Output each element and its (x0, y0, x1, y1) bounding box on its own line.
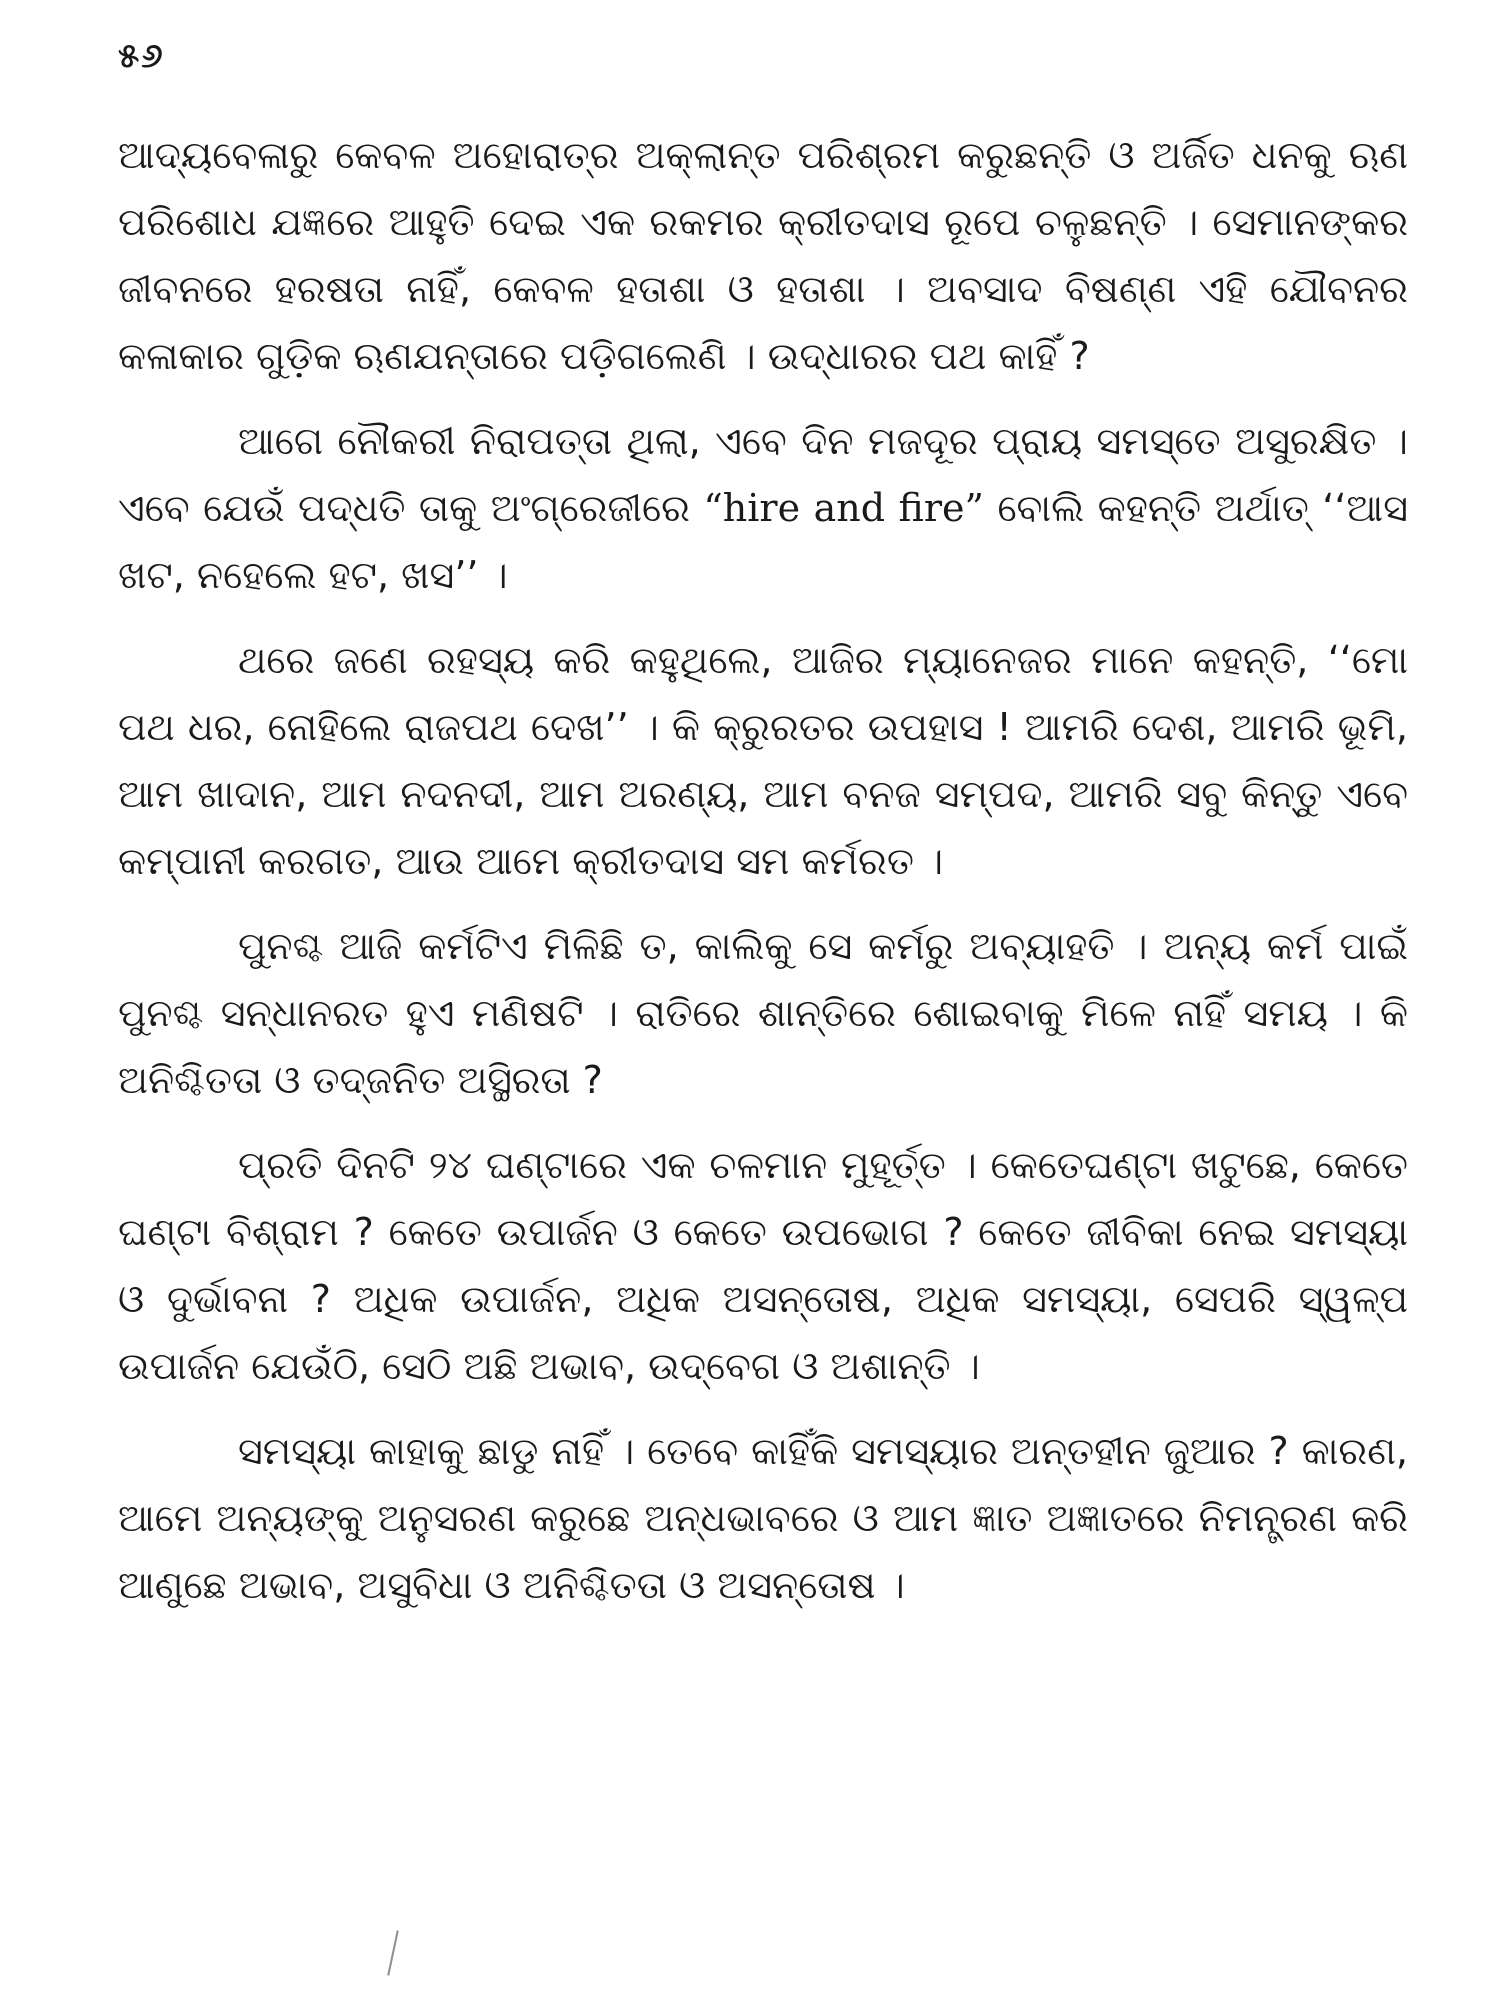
page-number: ୫୬ (118, 36, 165, 76)
pencil-mark (387, 1930, 399, 1975)
english-quote: “hire and fire” (703, 486, 984, 530)
body-text (118, 122, 1408, 1637)
paragraph-2-text-before: ଆଗେ ନୌକରୀ ନିରାପତ୍ତା ଥିଲା, ଏବେ ଦିନ ମଜଦୂର ପ୍ରାୟ ସମସ୍ତେ ଅସୁରକ୍ଷିତ । ଏବେ ଯେଉଁ ପଦ୍ଧତି ତାକୁ ଅଂଗ୍ରେଜୀରେ (118, 419, 1408, 530)
paragraph-5: ପ୍ରତି ଦିନଟି ୨୪ ଘଣ୍ଟାରେ ଏକ ଚଳମାନ ମୁହୂର୍ତ୍ତ । କେତେଘଣ୍ଟା ଖଟୁଛେ, କେତେ ଘଣ୍ଟା ବିଶ୍ରାମ ? କେତେ ଉପାର୍ଜନ ଓ କେତେ ଉପଭୋଗ ? କେତେ ଜୀବିକା ନେଇ ସମସ୍ୟା ଓ ଦୁର୍ଭାବନା ? ଅଧିକ ଉପାର୍ଜନ, ଅଧିକ ଅସନ୍ତୋଷ, ଅଧିକ ସମସ୍ୟା, ସେପରି ସ୍ୱଳ୍ପ ଉପାର୍ଜନ ଯେଉଁଠି, ସେଠି ଅଛି ଅଭାବ, ଉଦ୍‌ବେଗ ଓ ଅଶାନ୍ତି । (118, 1143, 1408, 1388)
paragraph-3: ଥରେ ଜଣେ ରହସ୍ୟ କରି କହୁଥିଲେ, ଆଜିର ମ୍ୟାନେଜର ମାନେ କହନ୍ତି, ‘‘ମୋ ପଥ ଧର, ନୋହିଲେ ରାଜପଥ ଦେଖ’’ । କି କ୍ରୁରତର ଉପହାସ ! ଆମରି ଦେଶ, ଆମରି ଭୂମି, ଆମ ଖାଦାନ, ଆମ ନଦନଦୀ, ଆମ ଅରଣ୍ୟ, ଆମ ବନଜ ସମ୍ପଦ, ଆମରି ସବୁ କିନ୍ତୁ ଏବେ କମ୍ପାନୀ କରଗତ, ଆଉ ଆମେ କ୍ରୀତଦାସ ସମ କର୍ମରତ । (118, 638, 1408, 883)
paragraph-2-text-after: ବୋଲି କହନ୍ତି ଅର୍ଥାତ୍ ‘‘ଆସ ଖଟ, ନହେଲେ ହଟ, ଖସ’’ । (118, 486, 1408, 597)
paragraph-6: ସମସ୍ୟା କାହାକୁ ଛାଡୁ ନାହିଁ । ତେବେ କାହିଁକି ସମସ୍ୟାର ଅନ୍ତହୀନ ଜୁଆର ? କାରଣ, ଆମେ ଅନ୍ୟଙ୍କୁ ଅନୁସରଣ କରୁଛେ ଅନ୍ଧଭାବରେ ଓ ଆମ ଜ୍ଞାତ ଅଜ୍ଞାତରେ ନିମନ୍ତ୍ରଣ କରି ଆଣୁଛେ ଅଭାବ, ଅସୁବିଧା ଓ ଅନିଶ୍ଚିତତା ଓ ଅସନ୍ତୋଷ । (118, 1429, 1408, 1607)
paragraph-2 (118, 408, 1408, 609)
paragraph-1: ଆଦ୍ୟବେଳାରୁ କେବଳ ଅହୋରାତ୍ର ଅକ୍ଲାନ୍ତ ପରିଶ୍ରମ କରୁଛନ୍ତି ଓ ଅର୍ଜିତ ଧନକୁ ଋଣ ପରିଶୋଧ ଯଜ୍ଞରେ ଆହୁତି ଦେଇ ଏକ ରକମର କ୍ରୀତଦାସ ରୂପେ ଚଳୁଛନ୍ତି । ସେମାନଙ୍କର ଜୀବନରେ ହରଷତା ନାହିଁ, କେବଳ ହତାଶା ଓ ହତାଶା । ଅବସାଦ ବିଷଣ୍ଣ ଏହି ଯୌବନର କଳାକାର ଗୁଡ଼ିକ ଋଣଯନ୍ତାରେ ପଡ଼ିଗଲେଣି । ଉଦ୍ଧାରର ପଥ କାହିଁ ? (118, 133, 1408, 378)
paragraph-4: ପୁନଶ୍ଚ ଆଜି କର୍ମଟିଏ ମିଳିଛି ତ, କାଲିକୁ ସେ କର୍ମରୁ ଅବ୍ୟାହତି । ଅନ୍ୟ କର୍ମ ପାଇଁ ପୁନଶ୍ଚ ସନ୍ଧାନରତ ହୁଏ ମଣିଷଟି । ରାତିରେ ଶାନ୍ତିରେ ଶୋଇବାକୁ ମିଳେ ନାହିଁ ସମୟ । କି ଅନିଶ୍ଚିତତା ଓ ତଦ୍‌ଜନିତ ଅସ୍ଥିରତା ? (118, 924, 1408, 1102)
